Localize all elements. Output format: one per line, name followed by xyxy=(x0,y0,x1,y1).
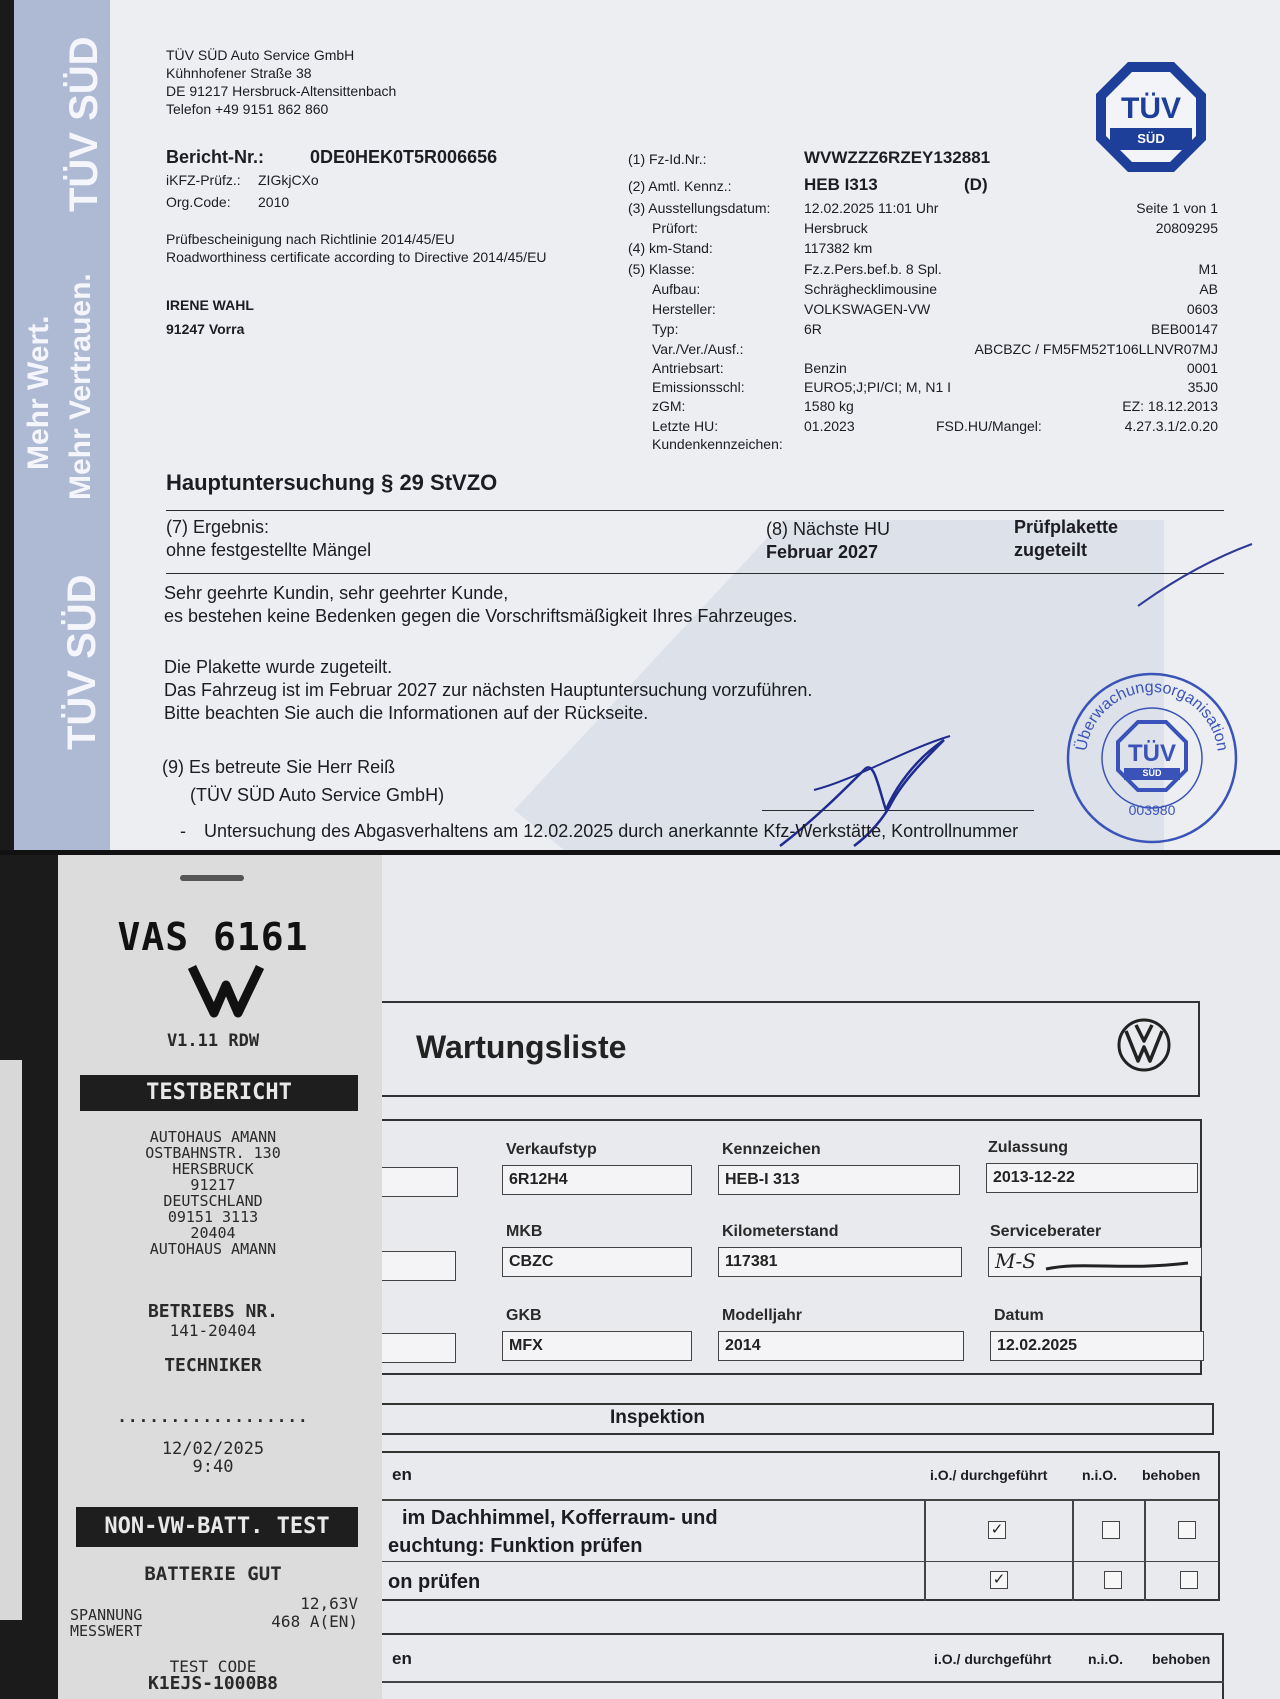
address-line: DEUTSCHLAND xyxy=(163,1192,263,1210)
strip-text-4: TÜV SÜD xyxy=(60,574,104,750)
label-gkb: GKB xyxy=(506,1307,542,1324)
letter-line-4: Das Fahrzeug ist im Februar 2027 zur nächsten Hauptuntersuchung vorzuführen. xyxy=(164,680,813,700)
logo-text-bottom: SÜD xyxy=(1137,131,1165,146)
strip-text-1: Mehr Wert. xyxy=(22,315,55,470)
next-hu-label: (8) Nächste HU xyxy=(766,519,891,539)
ikfz-value: ZIGkjCXo xyxy=(258,172,319,188)
field-zulassung: 2013-12-22 xyxy=(986,1163,1198,1193)
company-street: Kühnhofener Straße 38 xyxy=(166,65,312,81)
check-row-1-line-1: im Dachhimmel, Kofferraum- und xyxy=(402,1507,718,1529)
label-typ: Typ: xyxy=(652,321,679,337)
check-row-2-line-1: on prüfen xyxy=(388,1571,481,1593)
code-klasse: M1 xyxy=(1198,261,1218,277)
checkbox-io-checked[interactable]: ✓ xyxy=(988,1521,1006,1539)
report-number: 0DE0HEK0T5R006656 xyxy=(310,147,498,167)
field-gkb: MFX xyxy=(502,1331,692,1361)
checkbox-nio[interactable] xyxy=(1102,1521,1120,1539)
table-line xyxy=(382,1681,1224,1683)
column-header-left: en xyxy=(392,1465,412,1484)
owner-city: 91247 Vorra xyxy=(166,321,245,337)
code-emission: 35J0 xyxy=(1187,379,1218,395)
field-cut-3 xyxy=(382,1333,456,1363)
plakette-label: Prüfplakette xyxy=(1014,517,1119,537)
company-name: TÜV SÜD Auto Service GmbH xyxy=(166,47,355,63)
field-kilometerstand: 117381 xyxy=(718,1247,962,1277)
value-klasse: Fz.z.Pers.bef.b. 8 Spl. xyxy=(804,261,942,277)
value-typ: 6R xyxy=(804,321,822,337)
tuv-logo xyxy=(1096,62,1206,172)
value-letzte-hu: 01.2023 xyxy=(804,418,855,434)
column-header-behoben: behoben xyxy=(1152,1651,1211,1667)
brand-strip xyxy=(14,0,110,850)
column-header-nio: n.i.O. xyxy=(1082,1467,1117,1483)
code-hersteller: 0603 xyxy=(1186,301,1218,317)
column-header-io: i.O./ durchgeführt xyxy=(930,1467,1048,1483)
stamp-text-top: TÜV xyxy=(1128,740,1176,767)
label-datum: Datum xyxy=(994,1307,1044,1324)
field-mkb: CBZC xyxy=(502,1247,692,1277)
field-kennzeichen: HEB-I 313 xyxy=(718,1165,960,1195)
letter-line-2: es bestehen keine Bedenken gegen die Vorschriftsmäßigkeit Ihres Fahrzeuges. xyxy=(164,606,798,626)
stamp-ring-text: Überwachungsorganisation xyxy=(1073,678,1231,753)
column-header-io: i.O./ durchgeführt xyxy=(934,1651,1052,1667)
spannung-value: 12,63V xyxy=(300,1594,358,1613)
staple-icon xyxy=(180,875,244,881)
label-kennzeichen: Kennzeichen xyxy=(722,1141,821,1158)
testcode-label: TEST CODE xyxy=(169,1657,257,1676)
report-number-label: Bericht-Nr.: xyxy=(166,147,265,167)
field-datum: 12.02.2025 xyxy=(990,1331,1204,1361)
label-pruefort: Prüfort: xyxy=(652,220,698,236)
receipt-title: VAS 6161 xyxy=(117,915,309,959)
plakette-value: zugeteilt xyxy=(1014,540,1088,560)
receipt-date: 12/02/2025 xyxy=(161,1439,265,1459)
value-zgm: 1580 kg xyxy=(804,398,854,414)
label-hersteller: Hersteller: xyxy=(652,301,716,317)
inspektion-bar xyxy=(382,1403,1214,1435)
testbericht-band: TESTBERICHT xyxy=(80,1075,358,1111)
divider xyxy=(166,510,1224,511)
code-variante: ABCBZC / FM5FM52T106LLNVR07MJ xyxy=(974,341,1218,357)
official-stamp xyxy=(1064,670,1240,846)
label-km: (4) km-Stand: xyxy=(628,240,713,256)
label-mkb: MKB xyxy=(506,1223,543,1240)
page-number: 20809295 xyxy=(1155,220,1218,236)
tuv-report xyxy=(14,0,1280,850)
testcode-value: K1EJS-1000B8 xyxy=(147,1673,279,1694)
value-fsd: 4.27.3.1/2.0.20 xyxy=(1124,418,1218,434)
label-zulassung: Zulassung xyxy=(988,1139,1069,1156)
column-header-behoben: behoben xyxy=(1142,1467,1201,1483)
battery-test-band: NON-VW-BATT. TEST xyxy=(76,1507,358,1547)
value-pruefort: Hersbruck xyxy=(804,220,868,236)
strip-text-3: TÜV SÜD xyxy=(62,36,106,212)
stamp-number: 003980 xyxy=(1128,802,1176,818)
check-row-1-line-2: euchtung: Funktion prüfen xyxy=(388,1535,643,1557)
label-fsd: FSD.HU/Mangel: xyxy=(936,418,1042,434)
code-antrieb: 0001 xyxy=(1186,360,1218,376)
code-typ: BEB00147 xyxy=(1151,321,1218,337)
certificate-line-de: Prüfbescheinigung nach Richtlinie 2014/45/EU xyxy=(166,231,455,247)
receipt-time: 9:40 xyxy=(192,1457,234,1477)
company-address xyxy=(166,46,396,118)
label-klasse: (5) Klasse: xyxy=(628,261,695,277)
messwert-label: MESSWERT xyxy=(70,1622,143,1640)
field-modelljahr: 2014 xyxy=(718,1331,964,1361)
label-fz-id: (1) Fz-Id.Nr.: xyxy=(628,151,707,167)
letter-line-5: Bitte beachten Sie auch die Informationen auf der Rückseite. xyxy=(164,703,649,723)
label-date: (3) Ausstellungsdatum: xyxy=(628,200,771,216)
stamp-text-bottom: SÜD xyxy=(1142,768,1162,778)
label-letzte-hu: Letzte HU: xyxy=(652,418,719,434)
checkbox-behoben[interactable] xyxy=(1180,1571,1198,1589)
battery-status: BATTERIE GUT xyxy=(144,1563,282,1585)
label-kundenkennzeichen: Kundenkennzeichen: xyxy=(652,436,783,452)
result-value: ohne festgestellte Mängel xyxy=(166,540,372,560)
divider xyxy=(166,573,1224,574)
field-serviceberater: M-S xyxy=(988,1247,1202,1277)
value-fz-id: WVWZZZ6RZEY132881 xyxy=(804,148,991,167)
value-hersteller: VOLKSWAGEN-VW xyxy=(804,301,931,317)
value-aufbau: Schräghecklimousine xyxy=(804,281,938,297)
address-line: AUTOHAUS AMANN xyxy=(149,1240,277,1258)
letter-line-1: Sehr geehrte Kundin, sehr geehrter Kunde, xyxy=(164,583,509,603)
exhaust-bullet: - xyxy=(180,821,186,841)
table-line xyxy=(1072,1499,1074,1601)
exhaust-note: Untersuchung des Abgasverhaltens am 12.02.2025 durch anerkannte Kfz-Werkstätte, Kontrollnummer xyxy=(204,821,1019,841)
next-hu-value: Februar 2027 xyxy=(766,542,879,562)
inspektion-label: Inspektion xyxy=(610,1407,706,1428)
field-verkaufstyp: 6R12H4 xyxy=(502,1165,692,1195)
owner-name: IRENE WAHL xyxy=(166,297,254,313)
column-header-left: en xyxy=(392,1649,412,1668)
org-code-label: Org.Code: xyxy=(166,194,231,210)
field-cut-2 xyxy=(382,1251,456,1281)
maintenance-sheet xyxy=(382,855,1280,1699)
address-line: 20404 xyxy=(190,1224,236,1242)
org-code-value: 2010 xyxy=(258,194,290,210)
checkbox-io-checked[interactable]: ✓ xyxy=(990,1571,1008,1589)
label-zgm: zGM: xyxy=(652,398,686,414)
pen-stroke-icon xyxy=(1134,540,1254,610)
letter-line-3: Die Plakette wurde zugeteilt. xyxy=(164,657,393,677)
value-date: 12.02.2025 11:01 Uhr xyxy=(804,200,939,216)
page-title: Hauptuntersuchung § 29 StVZO xyxy=(166,470,498,495)
signature-scribble-icon xyxy=(1042,1255,1192,1275)
paper-edge xyxy=(0,1060,22,1620)
page-info: Seite 1 von 1 xyxy=(1136,200,1218,216)
messwert-value: 468 A(EN) xyxy=(271,1612,358,1631)
column-header-nio: n.i.O. xyxy=(1088,1651,1123,1667)
label-aufbau: Aufbau: xyxy=(652,281,701,297)
label-kilometerstand: Kilometerstand xyxy=(722,1223,839,1240)
vw-brand-icon xyxy=(188,963,264,1019)
checkbox-nio[interactable] xyxy=(1104,1571,1122,1589)
label-kennz: (2) Amtl. Kennz.: xyxy=(628,178,732,194)
logo-text-top: TÜV xyxy=(1121,92,1181,125)
battery-test-receipt xyxy=(58,855,388,1699)
table-line xyxy=(382,1499,1220,1501)
company-city: DE 91217 Hersbruck-Altensittenbach xyxy=(166,83,397,99)
field-cut-1 xyxy=(382,1167,458,1197)
label-verkaufstyp: Verkaufstyp xyxy=(506,1141,597,1158)
address-line: 91217 xyxy=(190,1176,236,1194)
value-kennz-country: (D) xyxy=(964,175,988,194)
strip-text-2: Mehr Vertrauen. xyxy=(64,273,97,500)
betriebs-value: 141-20404 xyxy=(169,1321,257,1340)
spannung-label: SPANNUNG xyxy=(70,1606,143,1624)
signature-dots: .................. xyxy=(117,1407,309,1426)
receipt-version: V1.11 RDW xyxy=(166,1031,260,1051)
address-line: OSTBAHNSTR. 130 xyxy=(145,1144,281,1162)
value-km: 117382 km xyxy=(804,240,873,256)
attendant-line-1: (9) Es betreute Sie Herr Reiß xyxy=(162,757,396,777)
code-aufbau: AB xyxy=(1199,281,1218,297)
value-antrieb: Benzin xyxy=(804,360,847,376)
address-line: AUTOHAUS AMANN xyxy=(149,1128,277,1146)
techniker-label: TECHNIKER xyxy=(164,1355,262,1376)
value-emission: EURO5;J;PI/CI; M, N1 I xyxy=(804,379,952,395)
value-kennz: HEB I313 xyxy=(804,175,878,194)
table-line xyxy=(382,1561,1220,1562)
company-phone: Telefon +49 9151 862 860 xyxy=(166,101,329,117)
checkbox-behoben[interactable] xyxy=(1178,1521,1196,1539)
label-serviceberater: Serviceberater xyxy=(990,1223,1102,1240)
value-ez: EZ: 18.12.2013 xyxy=(1122,398,1218,414)
receipt-address xyxy=(58,1129,368,1257)
label-variante: Var./Ver./Ausf.: xyxy=(652,341,744,357)
table-line xyxy=(924,1499,926,1601)
attendant-line-2: (TÜV SÜD Auto Service GmbH) xyxy=(190,785,445,805)
vw-logo-icon xyxy=(1116,1017,1172,1073)
address-line: 09151 3113 xyxy=(167,1208,259,1226)
table-line xyxy=(1144,1499,1146,1601)
label-antrieb: Antriebsart: xyxy=(652,360,724,376)
label-emission: Emissionsschl: xyxy=(652,379,745,395)
address-line: HERSBRUCK xyxy=(172,1160,254,1178)
certificate-line-en: Roadworthiness certificate according to Directive 2014/45/EU xyxy=(166,249,547,265)
label-modelljahr: Modelljahr xyxy=(722,1307,803,1324)
result-label: (7) Ergebnis: xyxy=(166,517,270,537)
page-title: Wartungsliste xyxy=(416,1029,627,1065)
ikfz-label: iKFZ-Prüfz.: xyxy=(166,172,241,188)
betriebs-label: BETRIEBS NR. xyxy=(147,1301,279,1322)
